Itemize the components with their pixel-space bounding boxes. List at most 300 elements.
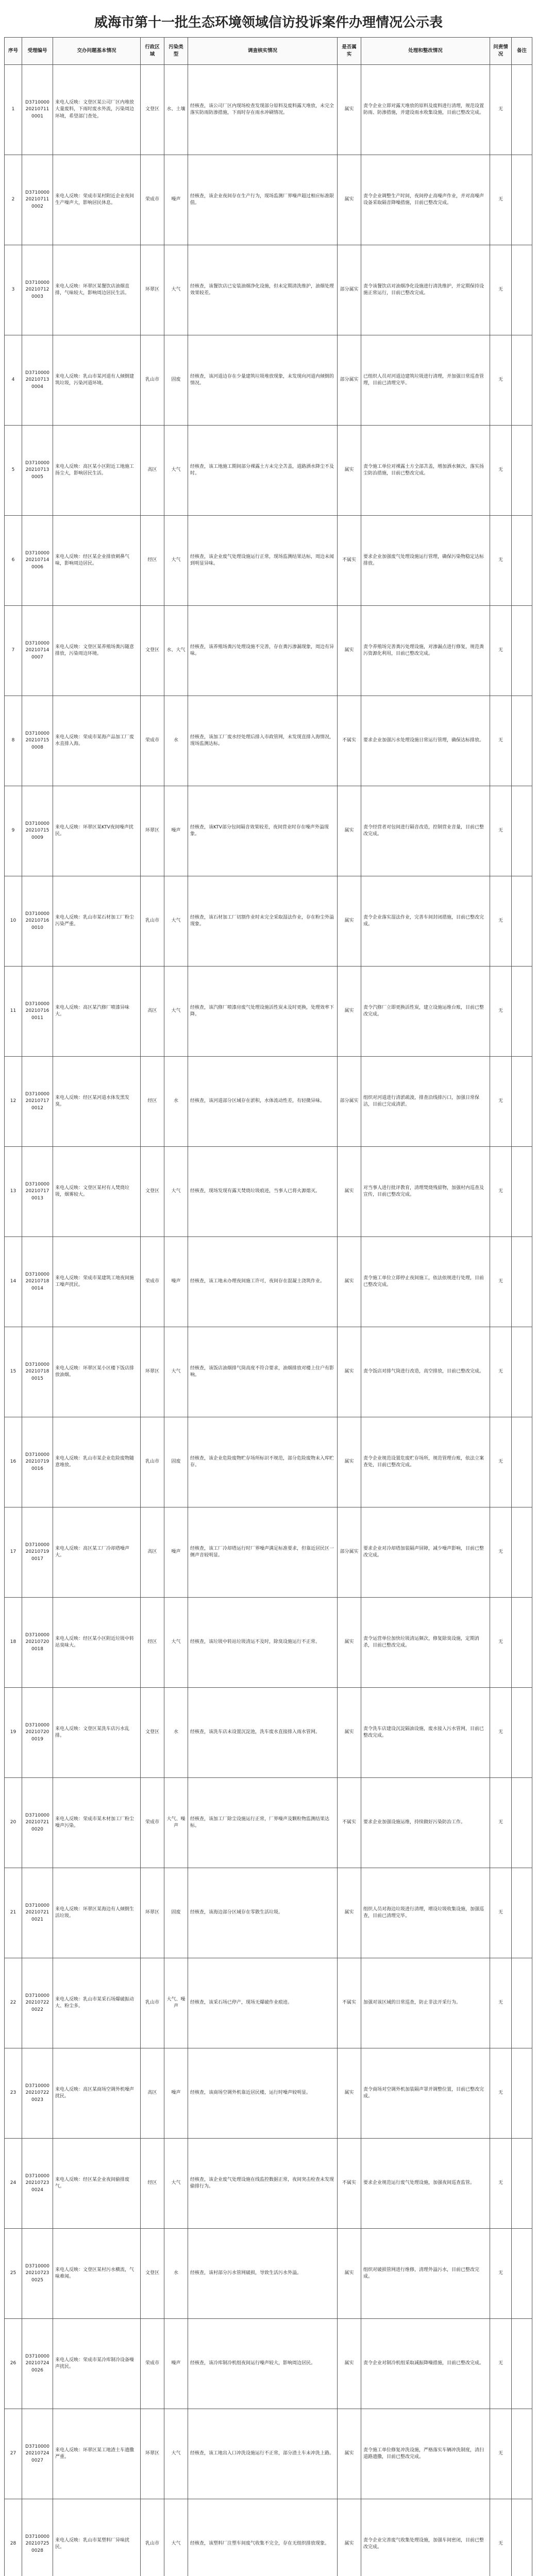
cell-accountability: 无 [490, 1778, 512, 1868]
cell-report: 来电人反映：乳山市某石材加工厂粉尘污染严重。 [53, 876, 141, 967]
cell-district: 经区 [141, 1057, 164, 1147]
table-row [5, 2409, 532, 2499]
cell-district: 乳山市 [141, 1417, 164, 1507]
cell-no: 15 [5, 1327, 22, 1417]
cell-remark [512, 1507, 532, 1598]
table-row [5, 1237, 532, 1327]
cell-handling: 要求企业加强污水处理设施日常运行管理，确保达标排放。 [361, 696, 490, 786]
cell-district: 荣成市 [141, 1237, 164, 1327]
cell-case-id: D3710000202107150008 [22, 696, 53, 786]
cell-handling: 对当事人进行批评教育，清理焚烧残留物，加强村内巡查及宣传，目前已整改完成。 [361, 1147, 490, 1237]
cell-case-id: D3710000202107130005 [22, 426, 53, 516]
cell-category: 固废 [164, 335, 188, 426]
cell-accountability: 无 [490, 2409, 512, 2499]
cell-result: 经核查，该塑料厂注塑车间废气收集不完全，存在无组织排放现象。 [188, 2499, 338, 2576]
cell-handling: 组织人员对海边垃圾进行清理，增设垃圾收集设施，加强巡查，目前已清理完毕。 [361, 1868, 490, 1958]
cell-case-id: D3710000202107140007 [22, 606, 53, 696]
cell-report: 来电人反映：环翠区某工地渣土车遗撒严重。 [53, 2409, 141, 2499]
cell-district: 环翠区 [141, 245, 164, 335]
cell-no: 7 [5, 606, 22, 696]
cell-remark [512, 426, 532, 516]
cell-report: 来电人反映：荣成市某木材加工厂粉尘噪声污染。 [53, 1778, 141, 1868]
cell-remark [512, 876, 532, 967]
header-report: 交办问题基本情况 [53, 38, 141, 65]
cell-true-status: 属实 [338, 786, 361, 876]
cell-accountability: 无 [490, 155, 512, 245]
cell-remark [512, 1417, 532, 1507]
cell-true-status: 属实 [338, 1417, 361, 1507]
cell-handling: 已组织人员对河道边建筑垃圾进行清理，并加强日常巡查管理，目前已清理完毕。 [361, 335, 490, 426]
table-row [5, 426, 532, 516]
cell-no: 14 [5, 1237, 22, 1327]
cell-remark [512, 967, 532, 1057]
cell-accountability: 无 [490, 606, 512, 696]
cell-district: 经区 [141, 2139, 164, 2229]
table-row [5, 786, 532, 876]
cell-district: 乳山市 [141, 335, 164, 426]
table-row [5, 1147, 532, 1237]
table-row [5, 2048, 532, 2139]
cell-report: 来电人反映：高区某工厂冷却塔噪声大。 [53, 1507, 141, 1598]
cell-handling: 责令企业落实湿法作业，完善车间封闭措施，目前已整改完成。 [361, 876, 490, 967]
cell-report: 来电人反映：荣成市某冷库制冷设备噪声扰民。 [53, 2319, 141, 2409]
cell-category: 水 [164, 1688, 188, 1778]
cell-remark [512, 1778, 532, 1868]
cell-true-status: 属实 [338, 2319, 361, 2409]
table-row [5, 606, 532, 696]
cell-district: 环翠区 [141, 786, 164, 876]
cell-category: 大气 [164, 2139, 188, 2229]
cell-accountability: 无 [490, 696, 512, 786]
cell-no: 2 [5, 155, 22, 245]
cell-remark [512, 1237, 532, 1327]
cell-result: 经核查，该工厂冷却塔运行时厂界噪声满足标准要求，但靠近居民区一侧声音较明显。 [188, 1507, 338, 1598]
cell-category: 噪声 [164, 2048, 188, 2139]
header-remark: 备注 [512, 38, 532, 65]
cell-true-status: 属实 [338, 1598, 361, 1688]
cell-case-id: D3710000202107140006 [22, 516, 53, 606]
cell-handling: 责令企业完善废气收集处理设施，加强车间密闭，目前已整改完成。 [361, 2499, 490, 2576]
cell-report: 来电人反映：乳山市某采石场爆破振动大、粉尘多。 [53, 1958, 141, 2048]
cell-result: 经核查，该加工厂除尘设施运行正常，厂界噪声及颗粒物监测结果达标。 [188, 1778, 338, 1868]
cell-district: 荣成市 [141, 155, 164, 245]
cell-result: 经核查，该养殖场粪污处理设施不完善，存在粪污渗漏现象，周边有异味。 [188, 606, 338, 696]
cell-true-status: 属实 [338, 426, 361, 516]
cell-remark [512, 1598, 532, 1688]
cell-report: 来电人反映：乳山市某塑料厂异味扰民。 [53, 2499, 141, 2576]
cell-district: 环翠区 [141, 1868, 164, 1958]
cell-result: 经核查，该加工厂废水经处理后排入市政管网，未发现直排入海情况，现场监测达标。 [188, 696, 338, 786]
cell-district: 乳山市 [141, 876, 164, 967]
cell-true-status: 不属实 [338, 516, 361, 606]
cell-handling: 组织对破损管网进行维修，清理外溢污水，目前已整改完成。 [361, 2229, 490, 2319]
cell-accountability: 无 [490, 1237, 512, 1327]
cell-district: 经区 [141, 1598, 164, 1688]
cell-accountability: 无 [490, 2229, 512, 2319]
table-row [5, 1868, 532, 1958]
cell-remark [512, 1057, 532, 1147]
cell-accountability: 无 [490, 1598, 512, 1688]
cell-true-status: 不属实 [338, 2139, 361, 2229]
cell-category: 水 [164, 696, 188, 786]
cell-result: 经核查，现场发现有露天焚烧垃圾痕迹，当事人已将火源熄灭。 [188, 1147, 338, 1237]
cell-handling: 责令企业规范设置危废贮存场所，规范管理台账，依法立案查处，目前已整改完成。 [361, 1417, 490, 1507]
cell-case-id: D3710000202107150009 [22, 786, 53, 876]
table-row [5, 1778, 532, 1868]
cell-no: 22 [5, 1958, 22, 2048]
cell-report: 来电人反映：荣成市某海产品加工厂废水直排入海。 [53, 696, 141, 786]
table-row [5, 967, 532, 1057]
cell-district: 文登区 [141, 65, 164, 155]
table-header-row [5, 38, 532, 65]
cell-result: 经核查，该餐饮店已安装油烟净化设施，但未定期清洗维护，油烟处理效果较差。 [188, 245, 338, 335]
cell-true-status: 属实 [338, 1868, 361, 1958]
cell-remark [512, 516, 532, 606]
cell-case-id: D3710000202107110002 [22, 155, 53, 245]
cell-category: 大气 [164, 1327, 188, 1417]
cell-result: 经核查，该企业废气处理设施在线监控数据正常，夜间突击检查未发现偷排行为。 [188, 2139, 338, 2229]
table-row [5, 155, 532, 245]
cell-result: 经核查，该石材加工厂切割作业时未完全采取湿法作业，存在粉尘外溢现象。 [188, 876, 338, 967]
cell-report: 来电人反映：文登区某养殖场粪污随意排放，污染周边环境。 [53, 606, 141, 696]
cell-result: 经核查，该饭店油烟排气筒高度不符合要求，油烟排放对楼上住户有影响。 [188, 1327, 338, 1417]
cell-true-status: 部分属实 [338, 335, 361, 426]
cell-case-id: D3710000202107170013 [22, 1147, 53, 1237]
cell-case-id: D3710000202107180014 [22, 1237, 53, 1327]
cell-remark [512, 2139, 532, 2229]
cell-accountability: 无 [490, 1417, 512, 1507]
cell-no: 23 [5, 2048, 22, 2139]
cell-accountability: 无 [490, 1147, 512, 1237]
cell-result: 经核查，该河道部分区域存在淤积，水体流动性差，有轻微异味。 [188, 1057, 338, 1147]
cell-district: 文登区 [141, 2229, 164, 2319]
cell-true-status: 属实 [338, 606, 361, 696]
cell-result: 经核查，该村部分污水管网破损，导致生活污水外溢。 [188, 2229, 338, 2319]
cell-category: 固废 [164, 1868, 188, 1958]
cell-result: 经核查，该洗车店未设置沉淀池，洗车废水直接排入雨水管网。 [188, 1688, 338, 1778]
cell-district: 高区 [141, 967, 164, 1057]
cell-result: 经核查，该采石场已停产，现场无爆破作业痕迹。 [188, 1958, 338, 2048]
cell-result: 经核查，该商场空调外机靠近居民楼，运行时噪声较明显。 [188, 2048, 338, 2139]
cell-accountability: 无 [490, 1868, 512, 1958]
table-row [5, 1688, 532, 1778]
cell-category: 噪声 [164, 155, 188, 245]
header-category: 污染类型 [164, 38, 188, 65]
cell-district: 荣成市 [141, 2319, 164, 2409]
cell-handling: 责令经营者对包间进行隔音改造，控制营业音量，目前已整改完成。 [361, 786, 490, 876]
cell-category: 大气 [164, 2499, 188, 2576]
table-row [5, 1327, 532, 1417]
cell-true-status: 属实 [338, 876, 361, 967]
cell-case-id: D3710000202107250028 [22, 2499, 53, 2576]
cell-district: 环翠区 [141, 2409, 164, 2499]
case-table [4, 37, 532, 2576]
cell-true-status: 属实 [338, 1147, 361, 1237]
cell-report: 来电人反映：高区某小区附近工地施工扬尘大，影响居民生活。 [53, 426, 141, 516]
cell-result: 经核查，该KTV部分包间隔音效果较差，夜间营业时存在噪声外溢现象。 [188, 786, 338, 876]
header-result: 调查核实情况 [188, 38, 338, 65]
cell-result: 经核查，该河道边存在少量建筑垃圾堆放现象，未发现向河道内倾倒的情况。 [188, 335, 338, 426]
cell-no: 13 [5, 1147, 22, 1237]
cell-true-status: 部分属实 [338, 245, 361, 335]
table-row [5, 876, 532, 967]
cell-true-status: 属实 [338, 1688, 361, 1778]
cell-case-id: D3710000202107160010 [22, 876, 53, 967]
cell-accountability: 无 [490, 876, 512, 967]
header-district: 行政区域 [141, 38, 164, 65]
table-row [5, 2499, 532, 2576]
cell-result: 经核查，该工地施工期间部分裸露土方未完全苫盖，道路洒水降尘不及时。 [188, 426, 338, 516]
cell-district: 荣成市 [141, 1778, 164, 1868]
cell-true-status: 属实 [338, 2229, 361, 2319]
cell-remark [512, 155, 532, 245]
cell-case-id: D3710000202107130004 [22, 335, 53, 426]
header-case-id: 受理编号 [22, 38, 53, 65]
cell-no: 11 [5, 967, 22, 1057]
cell-handling: 组织对河道进行清淤疏浚，排查沿线排污口，加强日常保洁，目前已完成清淤。 [361, 1057, 490, 1147]
cell-remark [512, 2409, 532, 2499]
cell-report: 来电人反映：经区某小区附近垃圾中转站臭味大。 [53, 1598, 141, 1688]
cell-remark [512, 2048, 532, 2139]
cell-district: 高区 [141, 2048, 164, 2139]
cell-no: 1 [5, 65, 22, 155]
cell-handling: 责令养殖场完善粪污处理设施，对渗漏点进行修复，规范粪污资源化利用，目前已整改完成。 [361, 606, 490, 696]
cell-district: 高区 [141, 426, 164, 516]
cell-true-status: 属实 [338, 2499, 361, 2576]
cell-no: 27 [5, 2409, 22, 2499]
cell-category: 大气 [164, 426, 188, 516]
cell-accountability: 无 [490, 2139, 512, 2229]
cell-district: 荣成市 [141, 696, 164, 786]
cell-no: 16 [5, 1417, 22, 1507]
cell-result: 经核查，该企业夜间存在生产行为，现场监测厂界噪声超过相应标准限值。 [188, 155, 338, 245]
cell-handling: 责令商场对空调外机加装隔声罩并调整位置，目前已整改完成。 [361, 2048, 490, 2139]
cell-remark [512, 1958, 532, 2048]
cell-true-status: 不属实 [338, 1778, 361, 1868]
cell-remark [512, 2229, 532, 2319]
cell-report: 来电人反映：乳山市某企业危险废物随意堆放。 [53, 1417, 141, 1507]
table-row [5, 2139, 532, 2229]
cell-category: 噪声 [164, 2319, 188, 2409]
cell-no: 18 [5, 1598, 22, 1688]
cell-case-id: D3710000202107240026 [22, 2319, 53, 2409]
cell-case-id: D3710000202107220022 [22, 1958, 53, 2048]
cell-case-id: D3710000202107210020 [22, 1778, 53, 1868]
cell-category: 水 [164, 1057, 188, 1147]
cell-accountability: 无 [490, 786, 512, 876]
cell-handling: 要求企业加强废气处理设施运行管理，确保污染物稳定达标排放。 [361, 516, 490, 606]
cell-true-status: 不属实 [338, 696, 361, 786]
cell-handling: 责令运营单位加快垃圾清运频次，修复除臭设施，定期消杀，目前已整改完成。 [361, 1598, 490, 1688]
cell-remark [512, 1688, 532, 1778]
cell-no: 12 [5, 1057, 22, 1147]
header-accountability: 问责情况 [490, 38, 512, 65]
cell-handling: 责令企业对制冷机组采取减振降噪措施，目前已整改完成。 [361, 2319, 490, 2409]
cell-true-status: 属实 [338, 1237, 361, 1327]
cell-category: 大气 [164, 2409, 188, 2499]
cell-handling: 要求企业规范运行废气处理设施，加强夜间巡查监管。 [361, 2139, 490, 2229]
cell-category: 水 [164, 2229, 188, 2319]
cell-category: 大气 [164, 1147, 188, 1237]
cell-report: 来电人反映：环翠区某餐饮店油烟直排，气味较大，影响周边居民生活。 [53, 245, 141, 335]
table-body [5, 65, 532, 2576]
cell-accountability: 无 [490, 245, 512, 335]
cell-handling: 责令企业立即对露天堆放的原料及废料进行清理，规范设置防雨、防渗措施，并建设雨水收集设施，目前已整改完成。 [361, 65, 490, 155]
cell-district: 乳山市 [141, 2499, 164, 2576]
cell-report: 来电人反映：文登区某公司厂区内堆放大量废料，下雨时废水外流，污染周边环境，希望部门查处。 [53, 65, 141, 155]
cell-report: 来电人反映：荣成市某建筑工地夜间施工噪声扰民。 [53, 1237, 141, 1327]
cell-remark [512, 245, 532, 335]
header-handling: 处理和整改情况 [361, 38, 490, 65]
cell-true-status: 属实 [338, 1327, 361, 1417]
cell-accountability: 无 [490, 2319, 512, 2409]
cell-no: 3 [5, 245, 22, 335]
cell-report: 来电人反映：环翠区某海边有人倾倒生活垃圾。 [53, 1868, 141, 1958]
cell-case-id: D3710000202107220023 [22, 2048, 53, 2139]
table-row [5, 1057, 532, 1147]
cell-no: 6 [5, 516, 22, 606]
cell-district: 文登区 [141, 1147, 164, 1237]
cell-district: 文登区 [141, 1688, 164, 1778]
cell-category: 大气 [164, 1598, 188, 1688]
cell-accountability: 无 [490, 2499, 512, 2576]
cell-case-id: D3710000202107190017 [22, 1507, 53, 1598]
cell-district: 乳山市 [141, 1958, 164, 2048]
cell-no: 10 [5, 876, 22, 967]
cell-category: 噪声 [164, 1507, 188, 1598]
cell-result: 经核查，该汽修厂喷漆房废气处理设施活性炭未及时更换，处理效率下降。 [188, 967, 338, 1057]
cell-report: 来电人反映：荣成市某村附近企业夜间生产噪声大，影响居民休息。 [53, 155, 141, 245]
cell-no: 25 [5, 2229, 22, 2319]
cell-district: 文登区 [141, 606, 164, 696]
cell-result: 经核查，该工地出入口冲洗设施运行不正常，部分渣土车未冲洗上路。 [188, 2409, 338, 2499]
cell-category: 大气 [164, 245, 188, 335]
cell-handling: 要求企业加强设施运维，持续做好污染防治工作。 [361, 1778, 490, 1868]
cell-case-id: D3710000202107180015 [22, 1327, 53, 1417]
cell-category: 大气、噪声 [164, 1958, 188, 2048]
cell-no: 28 [5, 2499, 22, 2576]
cell-report: 来电人反映：文登区某洗车店污水乱排。 [53, 1688, 141, 1778]
cell-handling: 加强对该区域的日常巡查，防止非法开采行为。 [361, 1958, 490, 2048]
cell-no: 9 [5, 786, 22, 876]
cell-case-id: D3710000202107240027 [22, 2409, 53, 2499]
cell-accountability: 无 [490, 335, 512, 426]
cell-report: 来电人反映：文登区某村污水横流，气味难闻。 [53, 2229, 141, 2319]
header-true-status: 是否属实 [338, 38, 361, 65]
header-no: 序号 [5, 38, 22, 65]
cell-remark [512, 606, 532, 696]
cell-no: 17 [5, 1507, 22, 1598]
cell-accountability: 无 [490, 65, 512, 155]
cell-handling: 责令饭店对排气筒进行改造，高空排放，目前已整改完成。 [361, 1327, 490, 1417]
cell-case-id: D3710000202107200019 [22, 1688, 53, 1778]
cell-true-status: 部分属实 [338, 1057, 361, 1147]
cell-accountability: 无 [490, 1507, 512, 1598]
cell-result: 经核查，该公司厂区内现场检查发现部分原料及废料露天堆放，未完全落实防雨防渗措施，下雨时存在雨水冲刷情况。 [188, 65, 338, 155]
cell-accountability: 无 [490, 516, 512, 606]
cell-report: 来电人反映：乳山市某河道有人倾倒建筑垃圾，污染河道环境。 [53, 335, 141, 426]
cell-accountability: 无 [490, 426, 512, 516]
cell-category: 噪声 [164, 1237, 188, 1327]
cell-true-status: 属实 [338, 65, 361, 155]
cell-accountability: 无 [490, 967, 512, 1057]
cell-case-id: D3710000202107160011 [22, 967, 53, 1057]
cell-remark [512, 2499, 532, 2576]
cell-result: 经核查，该海边部分区域存在零散生活垃圾。 [188, 1868, 338, 1958]
cell-report: 来电人反映：经区某企业夜间偷排废气。 [53, 2139, 141, 2229]
cell-case-id: D3710000202107210021 [22, 1868, 53, 1958]
table-row [5, 65, 532, 155]
cell-category: 大气、噪声 [164, 1778, 188, 1868]
cell-no: 4 [5, 335, 22, 426]
cell-result: 经核查，该工地未办理夜间施工许可，夜间存在混凝土浇筑作业。 [188, 1237, 338, 1327]
cell-no: 24 [5, 2139, 22, 2229]
cell-accountability: 无 [490, 1688, 512, 1778]
table-row [5, 1598, 532, 1688]
cell-case-id: D3710000202107230024 [22, 2139, 53, 2229]
cell-no: 21 [5, 1868, 22, 1958]
cell-report: 来电人反映：环翠区某小区楼下饭店排放油烟。 [53, 1327, 141, 1417]
table-row [5, 2229, 532, 2319]
cell-remark [512, 1868, 532, 1958]
cell-result: 经核查，该冷库制冷机组夜间运行噪声较大，影响周边居民。 [188, 2319, 338, 2409]
cell-true-status: 属实 [338, 2409, 361, 2499]
cell-accountability: 无 [490, 1057, 512, 1147]
cell-report: 来电人反映：环翠区某KTV夜间噪声扰民。 [53, 786, 141, 876]
cell-report: 来电人反映：高区某汽修厂喷漆异味大。 [53, 967, 141, 1057]
cell-accountability: 无 [490, 1327, 512, 1417]
cell-result: 经核查，该企业废气处理设施运行正常，现场监测结果达标，周边未闻到明显异味。 [188, 516, 338, 606]
cell-case-id: D3710000202107110001 [22, 65, 53, 155]
cell-district: 环翠区 [141, 1327, 164, 1417]
cell-true-status: 属实 [338, 2048, 361, 2139]
cell-true-status: 属实 [338, 155, 361, 245]
table-row [5, 1417, 532, 1507]
table-row [5, 516, 532, 606]
table-row [5, 1507, 532, 1598]
cell-accountability: 无 [490, 1958, 512, 2048]
cell-remark [512, 696, 532, 786]
cell-case-id: D3710000202107200018 [22, 1598, 53, 1688]
cell-handling: 责令施工单位修复冲洗设施，严格落实车辆冲洗制度，清扫道路遗撒，目前已整改完成。 [361, 2409, 490, 2499]
cell-category: 大气 [164, 516, 188, 606]
cell-remark [512, 1147, 532, 1237]
cell-remark [512, 2319, 532, 2409]
table-row [5, 1958, 532, 2048]
cell-handling: 责令洗车店建设沉淀隔油设施，废水接入污水管网，目前已整改完成。 [361, 1688, 490, 1778]
cell-handling: 责令施工单位立即停止夜间施工，依法依规进行处理，目前已整改完成。 [361, 1237, 490, 1327]
cell-no: 20 [5, 1778, 22, 1868]
cell-report: 来电人反映：经区某河道水体发黑发臭。 [53, 1057, 141, 1147]
cell-case-id: D3710000202107170012 [22, 1057, 53, 1147]
cell-report: 来电人反映：经区某企业排放刺鼻气味，影响周边居民。 [53, 516, 141, 606]
cell-remark [512, 1327, 532, 1417]
cell-remark [512, 65, 532, 155]
cell-case-id: D3710000202107230025 [22, 2229, 53, 2319]
cell-handling: 责令企业调整生产时间，夜间停止高噪声作业，并对高噪声设备采取隔音降噪措施，目前已整改完成。 [361, 155, 490, 245]
cell-category: 固废 [164, 1417, 188, 1507]
cell-case-id: D3710000202107120003 [22, 245, 53, 335]
cell-report: 来电人反映：高区某商场空调外机噪声扰民。 [53, 2048, 141, 2139]
cell-category: 大气 [164, 876, 188, 967]
cell-handling: 责令汽修厂立即更换活性炭，建立设施运维台账，目前已整改完成。 [361, 967, 490, 1057]
cell-handling: 责令该餐饮店对油烟净化设施进行清洗维护，并定期保持设施正常运行，目前已整改完成。 [361, 245, 490, 335]
cell-category: 水、土壤 [164, 65, 188, 155]
cell-no: 5 [5, 426, 22, 516]
cell-category: 水、大气 [164, 606, 188, 696]
cell-accountability: 无 [490, 2048, 512, 2139]
cell-no: 26 [5, 2319, 22, 2409]
